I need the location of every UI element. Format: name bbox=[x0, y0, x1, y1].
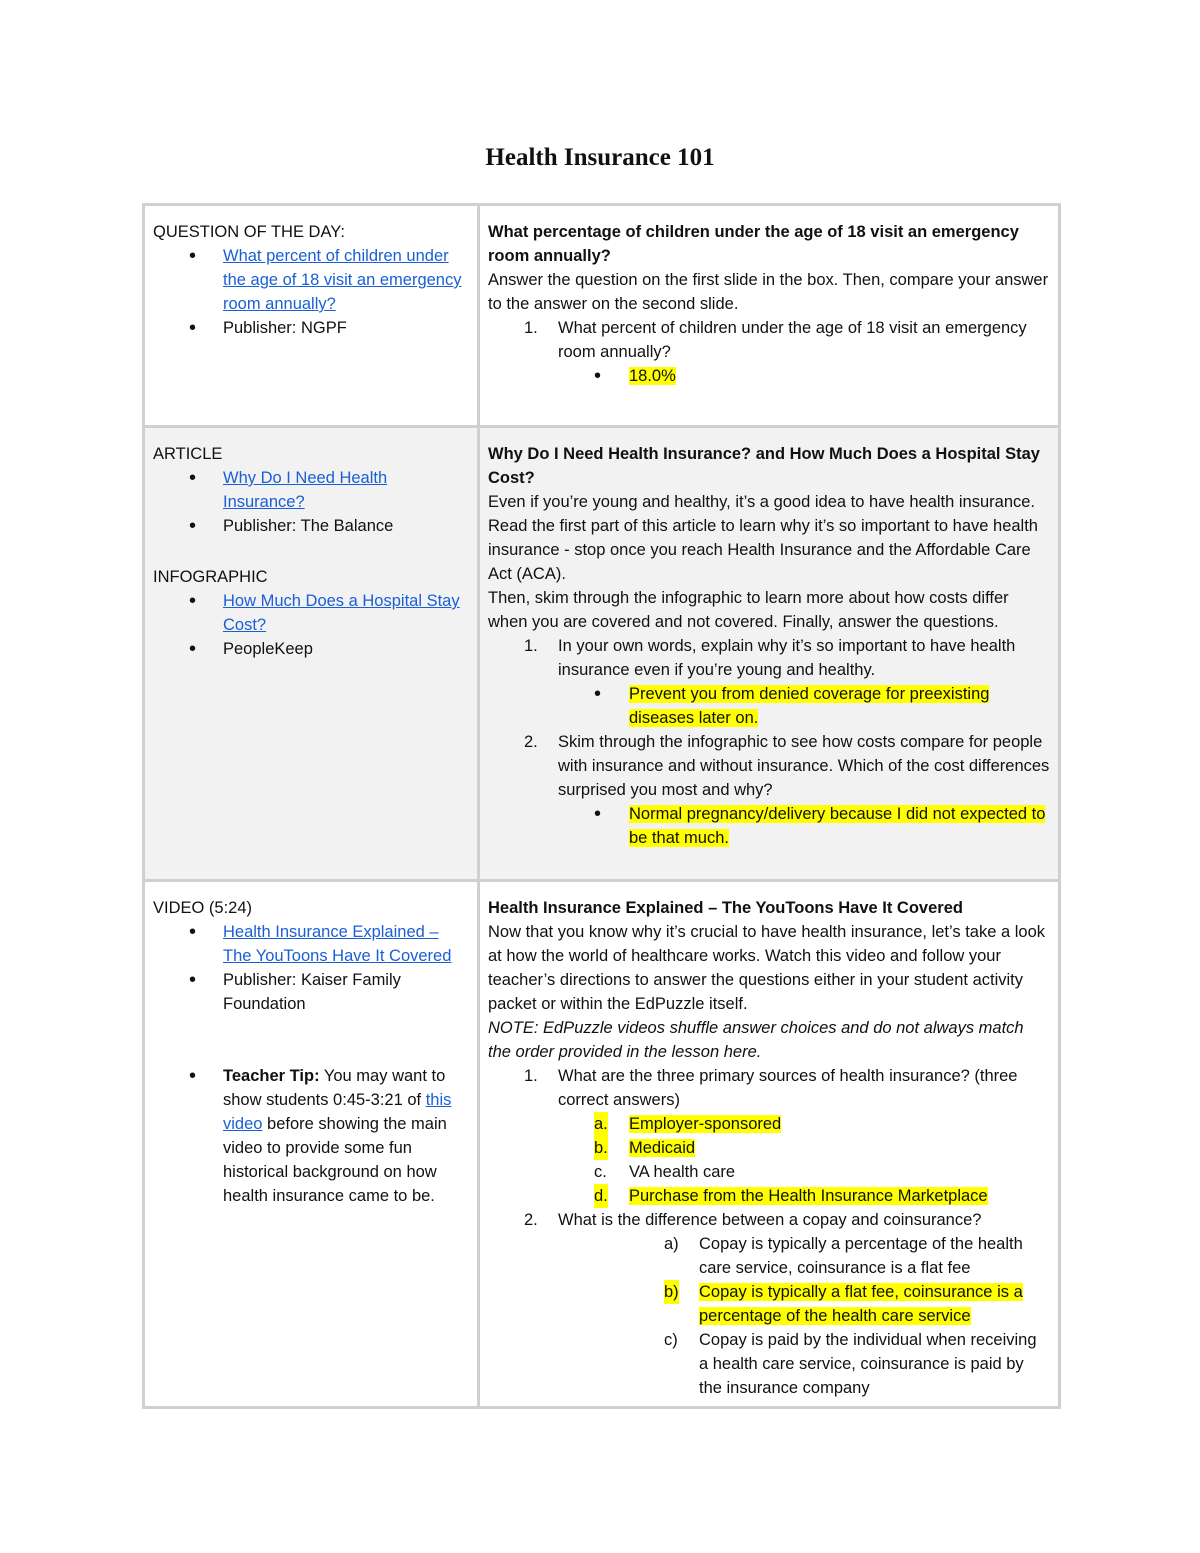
resource-link[interactable]: What percent of children under the age of 18 visit an emergency room annually? bbox=[223, 247, 462, 313]
question-item bbox=[488, 1064, 1050, 1208]
publisher-text: Publisher: NGPF bbox=[223, 319, 347, 337]
option-text: Medicaid bbox=[629, 1139, 696, 1157]
activity-heading: What percentage of children under the age of 18 visit an emergency room annually? bbox=[488, 223, 1019, 265]
question-list bbox=[488, 634, 1050, 850]
resource-list bbox=[153, 466, 469, 538]
activity-intro: Answer the question on the first slide in the box. Then, compare your answer to the answer on the second slide. bbox=[488, 271, 1049, 313]
answer-list bbox=[558, 682, 1050, 730]
question-text: What percent of children under the age of 18 visit an emergency room annually? bbox=[558, 319, 1027, 361]
activity-note: NOTE: EdPuzzle videos shuffle answer choices and do not always match the order provided in the lesson here. bbox=[488, 1019, 1024, 1061]
answer-item bbox=[488, 682, 1050, 730]
answer-item bbox=[488, 802, 1050, 850]
list-item bbox=[153, 244, 469, 316]
left-cell bbox=[144, 427, 479, 881]
question-text: What is the difference between a copay and coinsurance? bbox=[558, 1211, 982, 1229]
option-item bbox=[488, 1280, 1050, 1328]
activity-intro: Then, skim through the infographic to learn more about how costs differ when you are covered and not covered. Finally, answer the questions. bbox=[488, 589, 1009, 631]
publisher-text: PeopleKeep bbox=[223, 640, 313, 658]
section-heading: VIDEO (5:24) bbox=[153, 899, 253, 917]
option-marker: a. bbox=[594, 1112, 608, 1136]
right-cell bbox=[479, 427, 1060, 881]
option-item bbox=[488, 1232, 1050, 1280]
question-item bbox=[488, 730, 1050, 850]
option-marker: b) bbox=[664, 1280, 679, 1304]
resource-link[interactable]: Why Do I Need Health Insurance? bbox=[223, 469, 388, 511]
resource-link[interactable]: How Much Does a Hospital Stay Cost? bbox=[223, 592, 460, 634]
answer-item bbox=[488, 364, 1050, 388]
answer-text: 18.0% bbox=[629, 367, 676, 385]
document-title: Health Insurance 101 bbox=[485, 144, 715, 171]
question-number: 1. bbox=[524, 637, 538, 655]
option-text: VA health care bbox=[629, 1163, 736, 1181]
answer-text: Prevent you from denied coverage for preexisting diseases later on. bbox=[629, 685, 990, 727]
list-item bbox=[153, 514, 469, 538]
question-number: 2. bbox=[524, 733, 538, 751]
teacher-tip-list bbox=[153, 1064, 469, 1208]
option-item bbox=[488, 1112, 1050, 1136]
option-item bbox=[488, 1184, 1050, 1208]
table-row-video bbox=[144, 881, 1060, 1408]
question-item bbox=[488, 634, 1050, 730]
teacher-tip-label: Teacher Tip: bbox=[223, 1067, 320, 1085]
teacher-tip-item bbox=[153, 1064, 469, 1208]
option-text: Purchase from the Health Insurance Marketplace bbox=[629, 1187, 988, 1205]
question-number: 1. bbox=[524, 319, 538, 337]
question-item bbox=[488, 316, 1050, 388]
resource-list bbox=[153, 589, 469, 661]
list-item bbox=[153, 968, 469, 1016]
option-item bbox=[488, 1160, 1050, 1184]
publisher-text: Publisher: Kaiser Family Foundation bbox=[223, 971, 401, 1013]
section-heading: INFOGRAPHIC bbox=[153, 568, 268, 586]
answer-list bbox=[558, 802, 1050, 850]
question-number: 2. bbox=[524, 1211, 538, 1229]
option-marker: d. bbox=[594, 1184, 608, 1208]
option-list bbox=[558, 1112, 1050, 1208]
option-item bbox=[488, 1136, 1050, 1160]
teacher-tip-text: before showing the main video to provide some fun historical background on how health insurance came to be. bbox=[223, 1115, 447, 1205]
list-item bbox=[153, 316, 469, 340]
activity-heading: Health Insurance Explained – The YouToons Have It Covered bbox=[488, 899, 963, 917]
option-text: Copay is typically a flat fee, coinsurance is a percentage of the health care service bbox=[699, 1283, 1023, 1325]
question-list bbox=[488, 1064, 1050, 1400]
section-heading: ARTICLE bbox=[153, 445, 223, 463]
option-item bbox=[488, 1328, 1050, 1400]
lesson-table bbox=[142, 203, 1061, 1409]
option-text: Copay is paid by the individual when receiving a health care service, coinsurance is paid by the insurance company bbox=[699, 1331, 1037, 1397]
left-cell bbox=[144, 881, 479, 1408]
answer-text: Normal pregnancy/delivery because I did not expected to be that much. bbox=[629, 805, 1046, 847]
question-text: In your own words, explain why it’s so important to have health insurance even if you’re young and healthy. bbox=[558, 637, 1016, 679]
list-item bbox=[153, 466, 469, 514]
resource-list bbox=[153, 920, 469, 1016]
activity-intro: Even if you’re young and healthy, it’s a good idea to have health insurance. Read the first part of this article to learn why it’s so important to have health insurance - stop once you reach Health Insurance and the Affordable Care Act (ACA). bbox=[488, 493, 1038, 583]
left-cell bbox=[144, 205, 479, 427]
question-text: What are the three primary sources of health insurance? (three correct answers) bbox=[558, 1067, 1018, 1109]
option-marker: b. bbox=[594, 1136, 608, 1160]
section-heading: QUESTION OF THE DAY: bbox=[153, 223, 345, 241]
right-cell bbox=[479, 881, 1060, 1408]
activity-heading: Why Do I Need Health Insurance? and How Much Does a Hospital Stay Cost? bbox=[488, 445, 1040, 487]
teacher-tip-link[interactable]: this video bbox=[223, 1091, 452, 1133]
option-text: Copay is typically a percentage of the health care service, coinsurance is a flat fee bbox=[699, 1235, 1023, 1277]
list-item bbox=[153, 920, 469, 968]
list-item bbox=[153, 589, 469, 637]
question-list bbox=[488, 316, 1050, 388]
right-cell bbox=[479, 205, 1060, 427]
question-number: 1. bbox=[524, 1067, 538, 1085]
option-text: Employer-sponsored bbox=[629, 1115, 782, 1133]
list-item bbox=[153, 637, 469, 661]
table-row-article bbox=[144, 427, 1060, 881]
option-list bbox=[558, 1232, 1050, 1400]
table-row-question-of-the-day bbox=[144, 205, 1060, 427]
teacher-tip-text: You may want to show students 0:45-3:21 of bbox=[223, 1067, 446, 1109]
activity-intro: Now that you know why it’s crucial to have health insurance, let’s take a look at how the world of healthcare works. Watch this video and follow your teacher’s directions to answer the questions either in your student activity packet or within the EdPuzzle itself. bbox=[488, 923, 1046, 1013]
resource-list bbox=[153, 244, 469, 340]
publisher-text: Publisher: The Balance bbox=[223, 517, 394, 535]
option-marker: c. bbox=[594, 1163, 607, 1181]
question-text: Skim through the infographic to see how costs compare for people with insurance and without insurance. Which of the cost differences surprised you most and why? bbox=[558, 733, 1050, 799]
question-item bbox=[488, 1208, 1050, 1400]
answer-list bbox=[558, 364, 1050, 388]
resource-link[interactable]: Health Insurance Explained – The YouToons Have It Covered bbox=[223, 923, 452, 965]
option-marker: c) bbox=[664, 1331, 678, 1349]
option-marker: a) bbox=[664, 1235, 679, 1253]
